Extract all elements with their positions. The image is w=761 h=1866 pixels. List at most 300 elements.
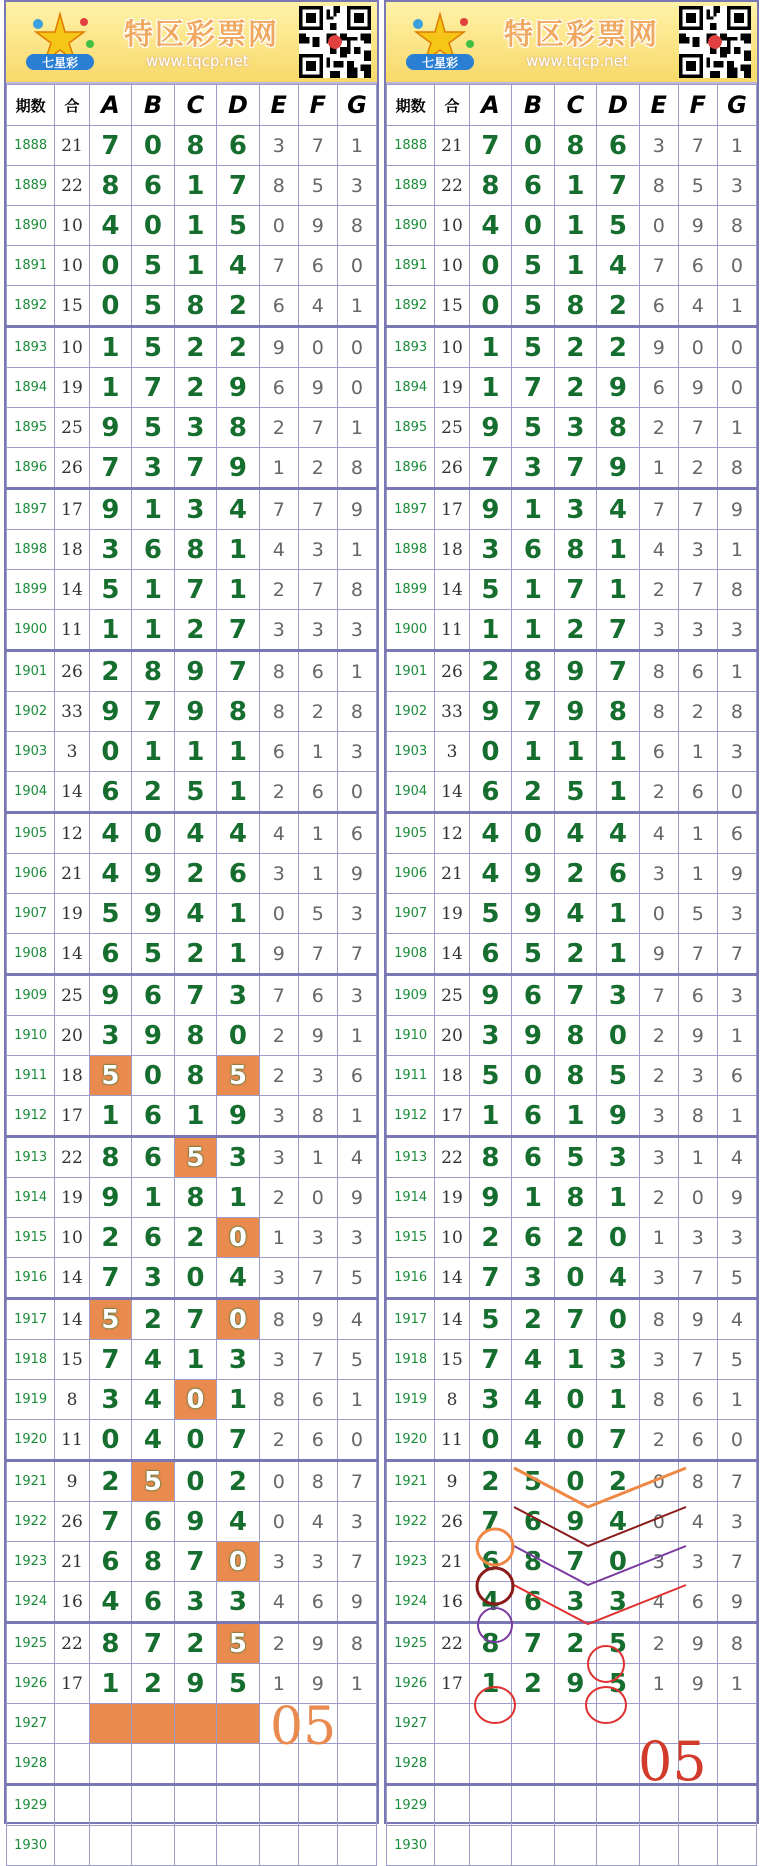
main-digit: 2 [174, 1623, 217, 1664]
extra-digit: 6 [298, 246, 337, 286]
main-digit: 9 [554, 692, 597, 732]
issue-number: 1915 [387, 1218, 435, 1258]
extra-digit: 7 [639, 489, 678, 530]
extra-digit: 7 [259, 489, 298, 530]
main-digit: 1 [512, 1178, 555, 1218]
sum-value: 11 [435, 1420, 469, 1461]
main-digit: 4 [89, 206, 132, 246]
main-digit: 4 [597, 813, 640, 854]
main-digit: 6 [512, 530, 555, 570]
extra-digit: 9 [678, 1016, 717, 1056]
main-digit: 0 [597, 1016, 640, 1056]
main-digit: 9 [89, 1178, 132, 1218]
extra-digit: 0 [717, 246, 756, 286]
main-digit: 2 [89, 1461, 132, 1502]
extra-digit: 4 [259, 530, 298, 570]
sum-value: 26 [55, 448, 89, 489]
main-digit: 8 [554, 126, 597, 166]
issue-number: 1904 [7, 772, 55, 813]
draw-row [387, 1704, 757, 1744]
draw-row [387, 1178, 757, 1218]
extra-digit: 2 [298, 448, 337, 489]
draw-row [387, 610, 757, 651]
extra-digit: 8 [717, 448, 756, 489]
main-digit: 0 [217, 1542, 260, 1582]
main-digit: 0 [554, 1461, 597, 1502]
main-digit: 2 [174, 368, 217, 408]
extra-digit: 2 [259, 1016, 298, 1056]
extra-digit: 1 [259, 1664, 298, 1704]
issue-number: 1917 [387, 1299, 435, 1340]
main-digit: 7 [554, 1542, 597, 1582]
extra-digit: 1 [717, 1664, 756, 1704]
draw-row [7, 1785, 377, 1826]
main-digit: 2 [174, 1218, 217, 1258]
issue-number: 1891 [387, 246, 435, 286]
extra-digit: 6 [678, 1582, 717, 1623]
extra-digit: 3 [298, 1542, 337, 1582]
extra-digit: 7 [337, 1542, 376, 1582]
sum-value: 26 [435, 448, 469, 489]
main-digit: 0 [469, 246, 512, 286]
extra-digit: 6 [639, 286, 678, 327]
main-digit: 2 [132, 1664, 175, 1704]
extra-digit: 0 [678, 327, 717, 368]
issue-number: 1911 [387, 1056, 435, 1096]
main-digit: 2 [132, 1299, 175, 1340]
draw-row [7, 1502, 377, 1542]
extra-digit: 0 [259, 206, 298, 246]
sum-value: 19 [55, 894, 89, 934]
extra-digit: 0 [259, 1502, 298, 1542]
extra-digit: 2 [259, 1420, 298, 1461]
sum-value: 14 [435, 1258, 469, 1299]
sum-value: 19 [55, 1178, 89, 1218]
extra-digit: 7 [639, 975, 678, 1016]
extra-digit: 1 [717, 1380, 756, 1420]
draw-row [7, 975, 377, 1016]
extra-digit: 7 [678, 1258, 717, 1299]
extra-digit: 1 [259, 1218, 298, 1258]
draw-row [7, 651, 377, 692]
extra-digit: 3 [678, 1056, 717, 1096]
lottery-logo [400, 10, 480, 74]
main-digit: 9 [174, 651, 217, 692]
issue-number: 1903 [7, 732, 55, 772]
issue-number: 1924 [7, 1582, 55, 1623]
issue-number: 1908 [7, 934, 55, 975]
main-digit: 1 [89, 368, 132, 408]
main-digit: 7 [597, 1420, 640, 1461]
main-digit: 9 [469, 1178, 512, 1218]
main-digit: 0 [512, 1056, 555, 1096]
sum-value: 26 [55, 651, 89, 692]
draw-row [387, 1420, 757, 1461]
main-digit: 5 [174, 1137, 217, 1178]
issue-number: 1909 [387, 975, 435, 1016]
main-digit: 1 [554, 1096, 597, 1137]
extra-digit: 3 [298, 610, 337, 651]
issue-number: 1922 [387, 1502, 435, 1542]
extra-digit: 4 [259, 813, 298, 854]
sum-value: 11 [55, 610, 89, 651]
sum-value: 25 [435, 408, 469, 448]
issue-number: 1903 [387, 732, 435, 772]
main-digit: 1 [174, 206, 217, 246]
extra-digit: 5 [717, 1258, 756, 1299]
main-digit [469, 1704, 512, 1744]
main-digit: 3 [217, 1137, 260, 1178]
main-digit [554, 1785, 597, 1826]
main-digit: 6 [512, 1137, 555, 1178]
main-digit: 5 [597, 1056, 640, 1096]
extra-digit: 1 [639, 1218, 678, 1258]
main-digit: 1 [469, 1664, 512, 1704]
main-digit: 0 [89, 286, 132, 327]
extra-digit: 1 [678, 813, 717, 854]
extra-digit: 9 [717, 489, 756, 530]
main-digit: 1 [132, 732, 175, 772]
extra-digit: 3 [259, 854, 298, 894]
main-digit: 6 [512, 1096, 555, 1137]
main-digit: 8 [89, 1623, 132, 1664]
extra-digit: 6 [717, 1056, 756, 1096]
main-digit: 0 [554, 1420, 597, 1461]
main-digit: 0 [174, 1461, 217, 1502]
extra-digit [298, 1744, 337, 1785]
main-digit: 5 [217, 206, 260, 246]
main-digit: 7 [597, 651, 640, 692]
issue-number: 1888 [7, 126, 55, 166]
sum-value: 14 [435, 1299, 469, 1340]
extra-digit: 7 [259, 246, 298, 286]
svg-text:七星彩: 七星彩 [41, 56, 79, 70]
main-digit: 1 [174, 732, 217, 772]
extra-digit: 9 [717, 854, 756, 894]
extra-digit [639, 1704, 678, 1744]
extra-digit [717, 1785, 756, 1826]
extra-digit: 7 [678, 570, 717, 610]
main-digit: 7 [512, 692, 555, 732]
draw-row [7, 1299, 377, 1340]
main-digit: 8 [174, 126, 217, 166]
extra-digit: 3 [259, 1258, 298, 1299]
main-digit: 5 [469, 894, 512, 934]
main-digit: 9 [469, 489, 512, 530]
draw-row [387, 692, 757, 732]
main-digit: 5 [554, 772, 597, 813]
extra-digit: 8 [337, 692, 376, 732]
main-digit: 9 [469, 408, 512, 448]
main-digit: 1 [132, 1178, 175, 1218]
extra-digit: 1 [717, 530, 756, 570]
main-digit: 2 [217, 286, 260, 327]
sum-value: 12 [55, 813, 89, 854]
extra-digit: 8 [717, 1623, 756, 1664]
sum-value: 10 [55, 1218, 89, 1258]
issue-number: 1929 [387, 1785, 435, 1826]
extra-digit: 8 [717, 206, 756, 246]
main-digit: 7 [89, 1258, 132, 1299]
main-digit: 8 [132, 1542, 175, 1582]
extra-digit: 3 [259, 1340, 298, 1380]
extra-digit: 8 [298, 1461, 337, 1502]
draw-row [7, 408, 377, 448]
main-digit: 8 [469, 166, 512, 206]
main-digit: 1 [469, 327, 512, 368]
extra-digit [298, 1785, 337, 1826]
main-digit: 2 [469, 1218, 512, 1258]
issue-number: 1913 [387, 1137, 435, 1178]
issue-number: 1892 [7, 286, 55, 327]
main-digit: 7 [132, 1623, 175, 1664]
main-digit: 9 [554, 1502, 597, 1542]
main-digit: 9 [469, 692, 512, 732]
issue-number: 1927 [7, 1704, 55, 1744]
main-digit: 4 [217, 489, 260, 530]
main-digit: 5 [597, 206, 640, 246]
main-digit: 9 [89, 489, 132, 530]
extra-digit: 8 [298, 1096, 337, 1137]
main-digit: 1 [217, 732, 260, 772]
main-digit: 9 [89, 408, 132, 448]
sum-value: 10 [435, 206, 469, 246]
main-digit [174, 1704, 217, 1744]
main-digit: 6 [89, 1542, 132, 1582]
extra-digit: 2 [259, 570, 298, 610]
extra-digit: 7 [678, 1340, 717, 1380]
main-digit: 6 [132, 1502, 175, 1542]
main-digit: 6 [512, 975, 555, 1016]
draw-row [387, 1016, 757, 1056]
main-digit [512, 1826, 555, 1866]
draw-row [387, 489, 757, 530]
draw-row [387, 1258, 757, 1299]
sum-value: 8 [435, 1380, 469, 1420]
main-digit: 7 [469, 1258, 512, 1299]
column-header: D [597, 85, 640, 126]
extra-digit: 9 [298, 1623, 337, 1664]
extra-digit: 0 [639, 206, 678, 246]
main-digit [597, 1785, 640, 1826]
extra-digit: 4 [639, 530, 678, 570]
extra-digit: 3 [639, 1258, 678, 1299]
extra-digit: 1 [717, 1096, 756, 1137]
main-digit: 1 [132, 610, 175, 651]
sum-value: 33 [435, 692, 469, 732]
draw-row [7, 1420, 377, 1461]
extra-digit: 2 [259, 1056, 298, 1096]
main-digit: 2 [174, 327, 217, 368]
main-digit: 3 [217, 975, 260, 1016]
extra-digit: 3 [259, 126, 298, 166]
draw-row [387, 1380, 757, 1420]
sum-value: 22 [435, 1623, 469, 1664]
main-digit [554, 1744, 597, 1785]
draw-row [7, 1623, 377, 1664]
sum-value: 25 [55, 408, 89, 448]
main-digit: 8 [512, 651, 555, 692]
issue-number: 1925 [7, 1623, 55, 1664]
issue-number: 1919 [387, 1380, 435, 1420]
extra-digit: 1 [717, 286, 756, 327]
draw-row [387, 408, 757, 448]
extra-digit [259, 1704, 298, 1744]
draw-history-table-right [386, 84, 757, 1866]
main-digit: 4 [469, 854, 512, 894]
extra-digit: 9 [639, 327, 678, 368]
extra-digit: 9 [337, 854, 376, 894]
issue-number: 1921 [7, 1461, 55, 1502]
column-header: 合 [55, 85, 89, 126]
extra-digit: 3 [717, 975, 756, 1016]
extra-digit: 1 [337, 651, 376, 692]
sum-value: 14 [435, 772, 469, 813]
main-digit: 4 [597, 1502, 640, 1542]
main-digit: 0 [217, 1299, 260, 1340]
issue-number: 1889 [7, 166, 55, 206]
main-digit: 8 [469, 1623, 512, 1664]
draw-row [7, 530, 377, 570]
draw-row [387, 1137, 757, 1178]
extra-digit: 0 [259, 894, 298, 934]
main-digit: 9 [554, 1664, 597, 1704]
main-digit: 8 [89, 1137, 132, 1178]
main-digit: 7 [174, 1542, 217, 1582]
draw-row [387, 1623, 757, 1664]
draw-row [7, 1542, 377, 1582]
main-digit: 1 [512, 732, 555, 772]
sum-value: 21 [435, 1542, 469, 1582]
issue-number: 1902 [387, 692, 435, 732]
column-header: E [639, 85, 678, 126]
main-digit [217, 1704, 260, 1744]
draw-row [387, 1664, 757, 1704]
extra-digit: 0 [717, 368, 756, 408]
main-digit: 0 [174, 1420, 217, 1461]
main-digit: 7 [132, 692, 175, 732]
main-digit: 7 [174, 975, 217, 1016]
sum-value: 22 [55, 166, 89, 206]
extra-digit: 1 [259, 448, 298, 489]
sum-value [55, 1826, 89, 1866]
main-digit: 3 [597, 1582, 640, 1623]
extra-digit: 0 [298, 327, 337, 368]
main-digit: 5 [512, 408, 555, 448]
extra-digit [717, 1826, 756, 1866]
draw-row [7, 570, 377, 610]
extra-digit: 3 [639, 1542, 678, 1582]
extra-digit: 7 [717, 1542, 756, 1582]
extra-digit: 0 [639, 1461, 678, 1502]
extra-digit: 6 [298, 1380, 337, 1420]
main-digit [469, 1826, 512, 1866]
column-header: 合 [435, 85, 469, 126]
main-digit: 2 [597, 1461, 640, 1502]
extra-digit: 6 [678, 651, 717, 692]
main-digit: 6 [89, 934, 132, 975]
main-digit: 3 [512, 1258, 555, 1299]
main-digit: 6 [512, 1218, 555, 1258]
draw-row [7, 1380, 377, 1420]
issue-number: 1914 [387, 1178, 435, 1218]
issue-number: 1893 [7, 327, 55, 368]
main-digit: 5 [512, 286, 555, 327]
main-digit: 7 [89, 448, 132, 489]
main-digit: 8 [554, 1056, 597, 1096]
issue-number: 1905 [7, 813, 55, 854]
extra-digit: 3 [639, 1340, 678, 1380]
main-digit: 3 [554, 1582, 597, 1623]
main-digit [132, 1826, 175, 1866]
main-digit: 0 [469, 732, 512, 772]
main-digit: 1 [217, 530, 260, 570]
main-digit: 8 [174, 286, 217, 327]
issue-number: 1910 [7, 1016, 55, 1056]
sum-value: 14 [55, 570, 89, 610]
main-digit: 4 [512, 1380, 555, 1420]
main-digit [597, 1704, 640, 1744]
extra-digit: 9 [298, 1299, 337, 1340]
draw-row [7, 1461, 377, 1502]
issue-number: 1901 [387, 651, 435, 692]
sum-value: 14 [55, 1299, 89, 1340]
main-digit: 4 [89, 813, 132, 854]
draw-row [7, 1340, 377, 1380]
main-digit: 9 [469, 975, 512, 1016]
draw-row [387, 126, 757, 166]
issue-number: 1911 [7, 1056, 55, 1096]
extra-digit: 7 [678, 408, 717, 448]
draw-row [7, 489, 377, 530]
extra-digit: 2 [678, 692, 717, 732]
main-digit: 4 [469, 1582, 512, 1623]
draw-row [7, 813, 377, 854]
extra-digit: 9 [337, 489, 376, 530]
main-digit: 3 [132, 448, 175, 489]
extra-digit: 3 [639, 610, 678, 651]
main-digit: 5 [217, 1664, 260, 1704]
main-digit: 7 [217, 610, 260, 651]
main-digit [217, 1744, 260, 1785]
issue-number: 1898 [387, 530, 435, 570]
main-digit: 1 [217, 934, 260, 975]
draw-row [387, 368, 757, 408]
column-header: 期数 [7, 85, 55, 126]
extra-digit: 6 [717, 813, 756, 854]
main-digit: 0 [554, 1380, 597, 1420]
extra-digit: 0 [678, 1178, 717, 1218]
extra-digit [717, 1704, 756, 1744]
column-header: F [298, 85, 337, 126]
extra-digit: 1 [337, 530, 376, 570]
main-digit: 6 [512, 166, 555, 206]
extra-digit: 3 [639, 1096, 678, 1137]
extra-digit: 8 [259, 651, 298, 692]
extra-digit: 3 [678, 530, 717, 570]
issue-number: 1892 [387, 286, 435, 327]
main-digit: 2 [132, 772, 175, 813]
main-digit: 9 [217, 448, 260, 489]
sum-value: 20 [435, 1016, 469, 1056]
draw-row [387, 246, 757, 286]
extra-digit: 2 [639, 1420, 678, 1461]
main-digit: 9 [174, 1502, 217, 1542]
draw-row [387, 1582, 757, 1623]
extra-digit: 8 [337, 206, 376, 246]
main-digit [217, 1785, 260, 1826]
extra-digit: 3 [259, 1096, 298, 1137]
